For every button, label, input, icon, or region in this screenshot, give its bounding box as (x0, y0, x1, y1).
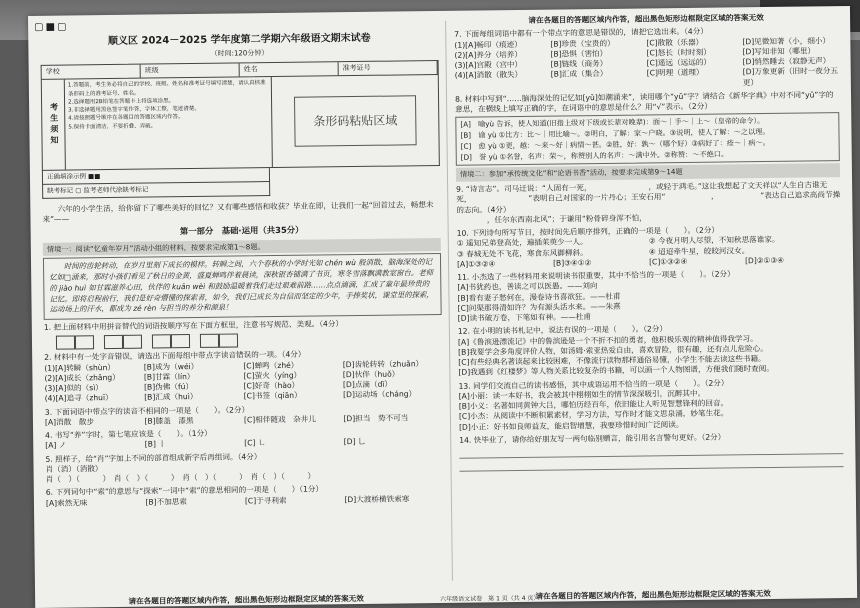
intro-text: 六年的小学生活，给你留下了哪些美好的回忆？又有哪些感悟和收获？毕业在即，让我们一起“回首过去，畅想未来”—— (42, 199, 434, 224)
page-number: 六年级语文试卷 第 1 页（共 4 页） (440, 594, 540, 604)
answer-boxes (56, 331, 442, 350)
q13-option: [A]小丽：读一本好书，我会被其中栩栩如生的情节深深吸引，沉醉其中。 (458, 388, 706, 401)
q4-options: [A] ノ [B] 丨 [C] ㇗ [D] 乚 (45, 437, 366, 451)
column-divider (445, 21, 453, 581)
footer-warning-left: 请在各题目的答题区域内作答，超出黑色矩形边框限定区域的答案无效 (128, 593, 364, 606)
q10-items: ① 遥知兄弟登高处，遍插茱萸少一人。 ② 今夜月明人尽望，不知秋思落谁家。 ③ 春城无处不飞花，寒食东风御柳斜。 ④ 迢迢牵牛星，皎皎河汉女。 (456, 235, 780, 259)
dict-entry[interactable]: [D] 誉 yù ①名誉，名声：荣～，称赞别人的名声：～满中外。②称赞：～不绝口。 (460, 149, 729, 162)
barcode-area (272, 75, 439, 167)
absent-mark-row: 缺考标记 ▢ 监考老师代涂缺考标记 (42, 182, 270, 199)
question-12: 12. 在小明的读书札记中，说法有误的一项是（ ）。（2分） (457, 324, 668, 337)
q12-option: [D]我遇到《红楼梦》等人物关系比较复杂的书籍，可以画一个人物图谱，方便我们随时查阅。 (458, 364, 774, 378)
q12-option: [C]有些经典名著读起来比较困难，不像流行读物那样通俗易懂，小学生不能去读这些书籍。 (458, 354, 766, 367)
notice-box (41, 75, 440, 171)
q2-options: (1)[A]转瞬（shùn） [B]成为（wéi） [C]蝉鸣（zhé） [D]齿轮转转（zhuǎn） (2)[A]成长（zhǎng） [B]甘霖（lín） [C]萤火（yíng） [D]伙伴（huǒ） (3)[A]似的（sì） [B]伪佛（fú） [C]好奇（hào） [D]点滴（dī） (4)[A]追寻（zhuī） [B]汇成（huì） [C]书签（qiān） [D]运动场（cháng） (44, 358, 424, 404)
right-column (454, 12, 844, 474)
exam-sheet (28, 6, 857, 608)
question-6: 6. 下列词句中“索”的意思与“探索”一词中“索”的意思相同的一项是（ ）（1分） (45, 484, 324, 498)
rule-item: 2.选择题用2B铅笔在答题卡上将选项涂黑。 (68, 98, 175, 106)
question-11: 11. 小杰选了一些材料用来说明读书很重要，其中不恰当的一项是（ ）。（2分） (457, 269, 735, 282)
part-heading: 第一部分 基础·运用（共35分） (179, 225, 304, 237)
notice-rules (65, 77, 273, 170)
question-9: 9. “诗言志”。司马迁说：“人固有一死， ，或轻于鸿毛。”这让我想起了文天祥以“人生自古谁无死， ”表明自己对国家的一片丹心；王安石用“ ， ”表达自己追求高尚节操的志向。（4分） (456, 180, 841, 215)
q12-option: [B]我要学会多角度评价人物，如汤姆·索亚热爱自由，喜欢冒险，很有趣，还有点儿危险心。 (458, 343, 768, 357)
situation-2: 情境二：参加“承传统文化”和“论语书香”活动，按要求完成第9～14题 (456, 164, 840, 182)
answer-box[interactable] (152, 334, 190, 348)
situation-1: 情境一：阅读“忆童年岁月”活动小组的材料，按要求完成第1～8题。 (43, 238, 441, 257)
rule-item: 4.请按照题号顺序在各题目的答题区域内作答。 (68, 114, 184, 122)
rule-item: 5.保持卡面清洁，不要折叠、弄破。 (68, 123, 157, 131)
q12-option: [A]《鲁滨逊漂流记》中的鲁滨逊是一个不折不扣的勇者，他积极乐观的精神值得我学习。 (457, 333, 758, 347)
q9-extra: ，任尔东西南北风”；于谦用“粉骨碎身浑不怕， (456, 213, 647, 225)
dict-entry[interactable]: [A] 喻yù 告诉，使人知道(旧指上级对下级或长辈对晚辈)：面～｜手～｜上～（皇帝的命令）。 (460, 116, 765, 129)
answer-line[interactable] (459, 456, 843, 472)
q7-options: (1)[A]畅印（痕迹） [B]珍贵（宝贵的） [C]散散（乐器） [D]见微知著（小，细小） (2)[A]养分（培养） [B]恐惧（害怕） [C]怒长（时时刻） [D]写知非知（哪里） (3)[A]宫殿（宫中） [B]链线（商务） [C]遥远（远远的） [D]悄然睡去（寂静无声） (4)[A]消散（散失） [B]汇成（集合） [C]明理（道理） [D]万象更新（旧时一夜分五更） (454, 35, 839, 87)
question-4: 4. 书写“养”字时，第七笔应该是（ ）。（1分） (45, 428, 212, 440)
question-2: 2. 材料中有一处字音错误，请选出下面每组中带点字读音错误的一项。（4分） (44, 350, 306, 363)
answer-box[interactable] (56, 336, 94, 350)
answer-area-warning: 请在各题目的答题区域内作答，超出黑色矩形边框限定区域的答案无效 (528, 13, 764, 25)
question-10: 10. 下列诗句所写节日，按时间先后顺序排列，正确的一项是（ ）。（2分） (456, 225, 720, 238)
field-class[interactable]: 班级 (141, 63, 240, 78)
rule-item: 3.非选择题用黑色签字笔作答，字体工整，笔迹清楚。 (68, 106, 200, 114)
question-8: 8. 材料中写到“……脑海深处的记忆如[yǔ]如潮涌来”，读用哪个“yǔ”字？请结合《新华字典》中对不同“yǔ”字的意思，在横线上填写正确的字，在词语中的意思是什么？用“√”表示。（2分） (454, 89, 834, 114)
q6-options: [A]索然无味 [B]不加思索 [C]于寻利索 [D]大渡桥横铁索寒 (45, 494, 410, 508)
reading-passage: 时间的齿轮转动，在岁月里刻下成长的模样。转瞬之间，六个春秋的小学时光如 chén wù 般消散，脑海深处的记忆如□涌来，那时小孩们看见了秋日的金黄，盛夏蝉鸣伴着晨读，深秋银杏铺满了书页，寒冬雪落飘满教室窗台。老师的 jiào huì 如甘霖滋养心田，伙伴的 kuān wèi 和鼓励温暖着我们走过艰难前路……点点滴滴，汇成了童年最珍贵的记忆。即将启程前行，我们是好奇懵懂的探索者，如今，我们已成长为自信而坚定的少年，手捧奖状，课堂里的探索，运动场上的汗水，都成为 zé rèn 与担当的养分和源泉！ (43, 253, 442, 320)
question-13: 13. 同学们交流自己的读书感悟，其中成语运用不恰当的一项是（ ）。（2分） (458, 378, 729, 391)
dict-entry[interactable]: [B] 谕 yù ①比方：比～｜用比喻～。②明白，了解：家～户晓。③说明，使人了解：～之以理。 (460, 126, 770, 140)
question-3: 3. 下面词语中带点字的读音不相同的一项是（ ）。（2分） (44, 404, 250, 417)
field-school[interactable]: 学校 (42, 65, 141, 80)
q5-blanks[interactable]: 肖（ ）（ ） 肖（ ）（ ） 肖（ ）（ ） 肖（ ）（ ） (45, 471, 316, 484)
q11-option: [D]读书破万卷，下笔如有神。——杜甫 (457, 312, 592, 323)
q13-option: [D]小正：好书如良师益友，能启智增慧，我要珍惜时间广泛阅读。 (458, 419, 684, 432)
corner-marks: ▢■▢ (34, 21, 69, 33)
notice-label: 考生须知 (42, 80, 66, 170)
footer-warning-right: 请在各题目的答题区域内作答，超出黑色矩形边框限定区域的答案无效 (535, 588, 771, 601)
dict-entry[interactable]: [C] 愈 yù ①更，越：～来～好｜病情～甚。②胜，好：孰～（哪个好）③病好了：痊～｜病～。 (460, 137, 770, 151)
field-exam-id[interactable]: 准考证号 (339, 61, 438, 76)
barcode-box: 条形码粘贴区域 (294, 96, 417, 147)
left-column (40, 17, 444, 509)
q10-options: [A]①③②④ [B]③④①② [C]①③②④ [D]②①③④ (457, 255, 785, 269)
q11-option: [C]问渠那得清如许？为有源头活水来。——朱熹 (457, 301, 621, 313)
q11-option: [A]书犹药也，善读之可以医愚。——刘向 (457, 281, 598, 293)
q11-option: [B]看有妻子愁何在，漫卷诗书喜欲狂。——杜甫 (457, 291, 621, 303)
question-5: 5. 照样子，给“肖”字加上不同的部首组成新字后再组词。（4分） (45, 451, 262, 464)
field-name[interactable]: 姓名 (240, 62, 339, 77)
question-1: 1. 把上面材料中用拼音替代的词语按顺序写在下面方框里，注意书写规范、美观。（4分） (43, 319, 344, 332)
answer-box[interactable] (104, 335, 142, 349)
exam-title: 顺义区 2024－2025 学年度第二学期六年级语文期末试卷 (107, 32, 371, 48)
exam-time: （时间:120分钟） (210, 48, 269, 58)
dictionary-box (455, 112, 840, 166)
question-14: 14. 快毕业了，请你给好朋友写一两句临别赠言，能引用名言警句更好。（2分） (459, 432, 726, 445)
q5-example: 肖（消）（消散） (45, 464, 103, 474)
rule-item: 1.答题前，考生务必将自己的学校、班级、姓名和准考证号填写清楚，请认真核准条形码上的准考证号、姓名。 (67, 80, 266, 98)
q3-options: [A]消散 散步 [B]膝盖 漆黑 [C]相伴随戏 杂井儿 [D]担当 势不可当 (44, 413, 409, 427)
fill-example: 正确填涂示例 ■■ (42, 168, 270, 185)
q13-option: [B]小义：名著如同黄钟大吕，哪怕历经百年，依旧能让人听见智慧锋利的回音。 (458, 398, 729, 411)
answer-box[interactable] (200, 334, 238, 348)
question-7: 7. 下面每组词语中都有一个带点字的意思是错误的，请把它选出来。（4分） (454, 26, 708, 40)
q13-option: [C]小杰：从阅读中不断积累素材，学习方法，写作时才能文思泉涌，妙笔生花。 (458, 408, 729, 422)
